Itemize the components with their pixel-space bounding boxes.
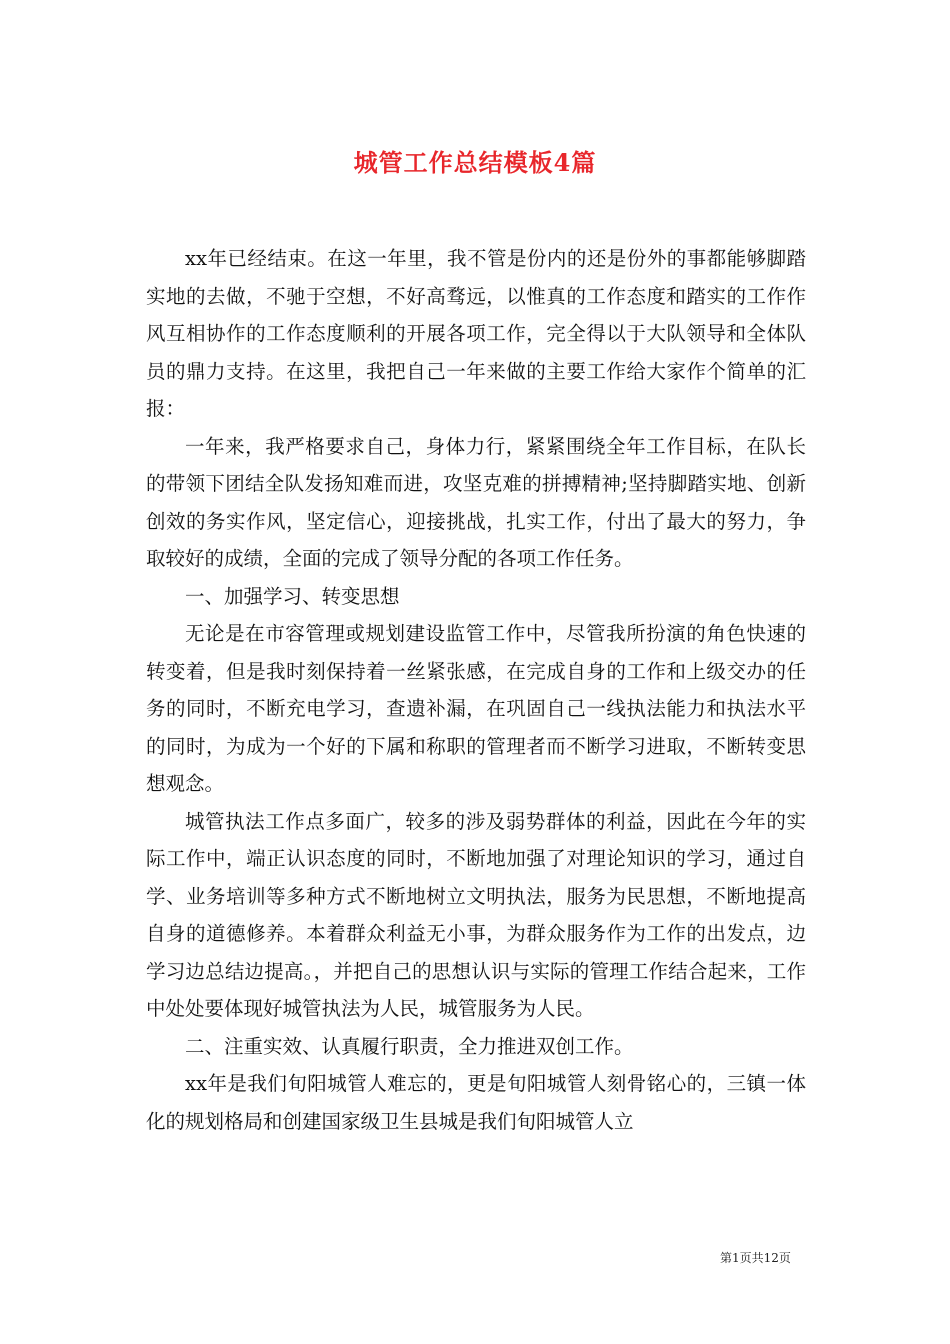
section-heading-2: 二、注重实效、认真履行职责，全力推进双创工作。 xyxy=(185,1034,634,1058)
document-body xyxy=(146,240,806,1140)
document-title: 城管工作总结模板4篇 xyxy=(353,148,597,178)
paragraph-intro: xx年已经结束。在这一年里，我不管是份内的还是份外的事都能够脚踏实地的去做，不驰于空想，不好高骛远，以惟真的工作态度和踏实的工作作风互相协作的工作态度顺利的开展各项工作，完全得以于大队领导和全体队员的鼎力支持。在这里，我把自己一年来做的主要工作给大家作个简单的汇报： xyxy=(146,247,806,420)
paragraph-enforcement: 城管执法工作点多面广，较多的涉及弱势群体的利益，因此在今年的实际工作中，端正认识态度的同时，不断地加强了对理论知识的学习，通过自学、业务培训等多种方式不断地树立文明执法，服务为民思想，不断地提高自身的道德修养。本着群众利益无小事，为群众服务作为工作的出发点，边学习边总结边提高。，并把自己的思想认识与实际的管理工作结合起来，工作中处处要体现好城管执法为人民，城管服务为人民。 xyxy=(146,809,806,1020)
paragraph-xunyang: xx年是我们旬阳城管人难忘的，更是旬阳城管人刻骨铭心的，三镇一体化的规划格局和创建国家级卫生县城是我们旬阳城管人立 xyxy=(146,1072,806,1133)
paragraph-learning: 无论是在市容管理或规划建设监管工作中，尽管我所扮演的角色快速的转变着，但是我时刻保持着一丝紧张感，在完成自身的工作和上级交办的任务的同时，不断充电学习，查遗补漏，在巩固自己一线执法能力和执法水平的同时，为成为一个好的下属和称职的管理者而不断学习进取，不断转变思想观念。 xyxy=(146,622,806,795)
page-number: 第1页共12页 xyxy=(720,1251,791,1265)
section-heading-1: 一、加强学习、转变思想 xyxy=(185,584,400,608)
paragraph-year-summary: 一年来，我严格要求自己，身体力行，紧紧围绕全年工作目标，在队长的带领下团结全队发扬知难而进，攻坚克难的拼搏精神;坚持脚踏实地、创新创效的务实作风，坚定信心，迎接挑战，扎实工作，付出了最大的努力，争取较好的成绩，全面的完成了领导分配的各项工作任务。 xyxy=(146,434,806,570)
